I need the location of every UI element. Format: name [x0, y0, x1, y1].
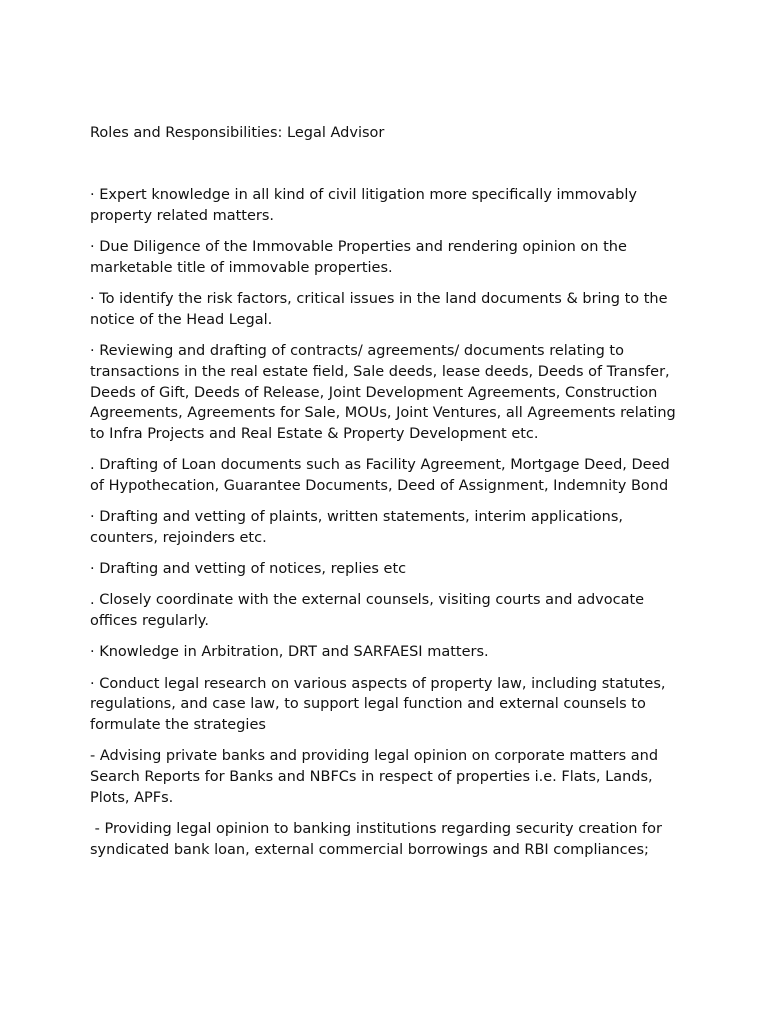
responsibility-paragraph: · To identify the risk factors, critical issues in the land documents & bring to the notice of the Head Legal. — [90, 290, 673, 328]
responsibility-paragraph: · Reviewing and drafting of contracts/ agreements/ documents relating to transactions in the real estate field, Sale deeds, lease deeds, Deeds of Transfer, Deeds of Gift, Deeds of Release, Joint Development Agreements, Construction Agreements, Agreements for Sale, MOUs, Joint Ventures, all Agreements relating to Infra Projects and Real Estate & Property Development etc. — [90, 342, 681, 443]
responsibility-paragraph: · Due Diligence of the Immovable Properties and rendering opinion on the marketable title of immovable properties. — [90, 238, 632, 276]
responsibility-paragraph: · Drafting and vetting of plaints, written statements, interim applications, counters, rejoinders etc. — [90, 509, 628, 547]
responsibility-paragraph: · Knowledge in Arbitration, DRT and SARFAESI matters. — [90, 644, 489, 661]
document-title: Roles and Responsibilities: Legal Advisor — [90, 125, 385, 141]
responsibility-paragraph: . Closely coordinate with the external counsels, visiting courts and advocate offices regularly. — [90, 592, 649, 630]
responsibility-paragraph: · Drafting and vetting of notices, replies etc — [90, 561, 407, 578]
responsibility-paragraph: . Drafting of Loan documents such as Facility Agreement, Mortgage Deed, Deed of Hypothecation, Guarantee Documents, Deed of Assignment, Indemnity Bond — [90, 457, 675, 495]
responsibilities-list — [90, 185, 680, 861]
responsibility-paragraph: · Conduct legal research on various aspects of property law, including statutes, regulations, and case law, to support legal function and external counsels to formulate the strategies — [90, 675, 671, 734]
responsibility-paragraph: - Providing legal opinion to banking institutions regarding security creation for syndicated bank loan, external commercial borrowings and RBI compliances; — [90, 821, 667, 859]
responsibility-paragraph: - Advising private banks and providing legal opinion on corporate matters and Search Reports for Banks and NBFCs in respect of properties i.e. Flats, Lands, Plots, APFs. — [90, 748, 663, 807]
responsibility-paragraph: · Expert knowledge in all kind of civil litigation more specifically immovably property related matters. — [90, 187, 642, 224]
document-page — [90, 123, 680, 871]
